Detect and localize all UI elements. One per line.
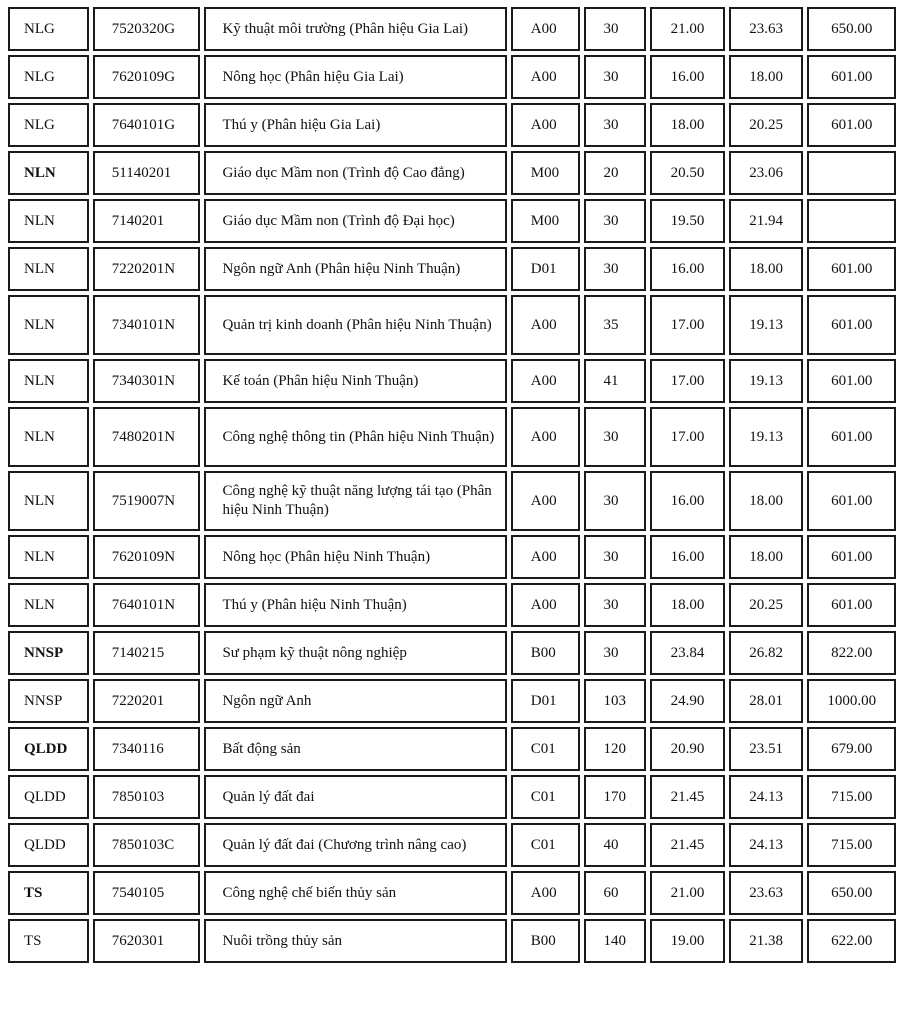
school-code-cell: NLN xyxy=(8,151,89,195)
score-30-cell: 23.84 xyxy=(650,631,725,675)
major-name-cell: Thú y (Phân hiệu Gia Lai) xyxy=(204,103,506,147)
score-30-cell: 21.00 xyxy=(650,7,725,51)
major-name-cell: Công nghệ kỹ thuật năng lượng tái tạo (Phân hiệu Ninh Thuận) xyxy=(204,471,506,531)
school-code-cell: NLN xyxy=(8,199,89,243)
score-30-cell: 18.00 xyxy=(650,103,725,147)
table-row xyxy=(8,823,896,867)
score-30-cell: 21.00 xyxy=(650,871,725,915)
score-competency-cell: 650.00 xyxy=(807,871,896,915)
subject-block-cell: D01 xyxy=(511,247,580,291)
score-30-cell: 21.45 xyxy=(650,823,725,867)
score-competency-cell: 601.00 xyxy=(807,55,896,99)
score-30-cell: 16.00 xyxy=(650,535,725,579)
major-code-cell: 7140201 xyxy=(93,199,201,243)
score-converted-cell: 18.00 xyxy=(729,55,804,99)
subject-block-cell: A00 xyxy=(511,295,580,355)
score-converted-cell: 19.13 xyxy=(729,359,804,403)
subject-block-cell: B00 xyxy=(511,631,580,675)
table-row xyxy=(8,631,896,675)
score-converted-cell: 19.13 xyxy=(729,295,804,355)
score-converted-cell: 21.94 xyxy=(729,199,804,243)
major-code-cell: 7850103C xyxy=(93,823,201,867)
quota-cell: 40 xyxy=(584,823,647,867)
score-competency-cell: 601.00 xyxy=(807,295,896,355)
major-code-cell: 7620301 xyxy=(93,919,201,963)
school-code-cell: TS xyxy=(8,871,89,915)
major-name-cell: Quản lý đất đai (Chương trình nâng cao) xyxy=(204,823,506,867)
score-30-cell: 17.00 xyxy=(650,359,725,403)
school-code-cell: TS xyxy=(8,919,89,963)
subject-block-cell: A00 xyxy=(511,535,580,579)
score-converted-cell: 26.82 xyxy=(729,631,804,675)
score-converted-cell: 23.63 xyxy=(729,7,804,51)
major-name-cell: Bất động sản xyxy=(204,727,506,771)
score-30-cell: 19.50 xyxy=(650,199,725,243)
major-name-cell: Quản trị kinh doanh (Phân hiệu Ninh Thuận) xyxy=(204,295,506,355)
subject-block-cell: C01 xyxy=(511,775,580,819)
major-code-cell: 7340101N xyxy=(93,295,201,355)
quota-cell: 30 xyxy=(584,471,647,531)
subject-block-cell: M00 xyxy=(511,151,580,195)
score-30-cell: 20.50 xyxy=(650,151,725,195)
school-code-cell: NNSP xyxy=(8,631,89,675)
score-competency-cell: 601.00 xyxy=(807,247,896,291)
quota-cell: 30 xyxy=(584,631,647,675)
table-row xyxy=(8,199,896,243)
score-competency-cell: 622.00 xyxy=(807,919,896,963)
score-competency-cell xyxy=(807,199,896,243)
table-row xyxy=(8,775,896,819)
quota-cell: 30 xyxy=(584,7,647,51)
quota-cell: 30 xyxy=(584,247,647,291)
table-row xyxy=(8,103,896,147)
admission-scores-table xyxy=(4,3,900,967)
score-converted-cell: 23.06 xyxy=(729,151,804,195)
table-row xyxy=(8,55,896,99)
major-name-cell: Giáo dục Mầm non (Trình độ Cao đẳng) xyxy=(204,151,506,195)
major-name-cell: Kỹ thuật môi trường (Phân hiệu Gia Lai) xyxy=(204,7,506,51)
school-code-cell: NLG xyxy=(8,7,89,51)
major-code-cell: 7220201N xyxy=(93,247,201,291)
score-converted-cell: 20.25 xyxy=(729,583,804,627)
score-competency-cell: 601.00 xyxy=(807,407,896,467)
table-row xyxy=(8,919,896,963)
quota-cell: 30 xyxy=(584,103,647,147)
score-competency-cell: 1000.00 xyxy=(807,679,896,723)
table-row xyxy=(8,471,896,531)
quota-cell: 35 xyxy=(584,295,647,355)
score-converted-cell: 21.38 xyxy=(729,919,804,963)
table-row xyxy=(8,295,896,355)
score-competency-cell: 650.00 xyxy=(807,7,896,51)
quota-cell: 30 xyxy=(584,55,647,99)
quota-cell: 120 xyxy=(584,727,647,771)
score-converted-cell: 18.00 xyxy=(729,471,804,531)
score-30-cell: 21.45 xyxy=(650,775,725,819)
quota-cell: 30 xyxy=(584,535,647,579)
table-row xyxy=(8,583,896,627)
major-name-cell: Công nghệ thông tin (Phân hiệu Ninh Thuận) xyxy=(204,407,506,467)
score-competency-cell: 822.00 xyxy=(807,631,896,675)
major-code-cell: 7640101G xyxy=(93,103,201,147)
quota-cell: 20 xyxy=(584,151,647,195)
school-code-cell: QLDD xyxy=(8,775,89,819)
subject-block-cell: A00 xyxy=(511,7,580,51)
major-code-cell: 7220201 xyxy=(93,679,201,723)
table-row xyxy=(8,727,896,771)
score-30-cell: 17.00 xyxy=(650,407,725,467)
table-row xyxy=(8,359,896,403)
major-code-cell: 7540105 xyxy=(93,871,201,915)
major-name-cell: Nuôi trồng thủy sản xyxy=(204,919,506,963)
quota-cell: 30 xyxy=(584,199,647,243)
score-converted-cell: 19.13 xyxy=(729,407,804,467)
subject-block-cell: A00 xyxy=(511,359,580,403)
school-code-cell: NLG xyxy=(8,103,89,147)
score-converted-cell: 24.13 xyxy=(729,775,804,819)
score-30-cell: 20.90 xyxy=(650,727,725,771)
quota-cell: 140 xyxy=(584,919,647,963)
subject-block-cell: A00 xyxy=(511,471,580,531)
major-name-cell: Nông học (Phân hiệu Ninh Thuận) xyxy=(204,535,506,579)
table-row xyxy=(8,7,896,51)
score-30-cell: 16.00 xyxy=(650,471,725,531)
subject-block-cell: D01 xyxy=(511,679,580,723)
major-name-cell: Thú y (Phân hiệu Ninh Thuận) xyxy=(204,583,506,627)
major-code-cell: 7340301N xyxy=(93,359,201,403)
score-competency-cell: 601.00 xyxy=(807,535,896,579)
major-code-cell: 7140215 xyxy=(93,631,201,675)
score-30-cell: 17.00 xyxy=(650,295,725,355)
quota-cell: 103 xyxy=(584,679,647,723)
major-code-cell: 7340116 xyxy=(93,727,201,771)
major-name-cell: Ngôn ngữ Anh xyxy=(204,679,506,723)
subject-block-cell: A00 xyxy=(511,407,580,467)
major-name-cell: Quản lý đất đai xyxy=(204,775,506,819)
school-code-cell: NNSP xyxy=(8,679,89,723)
major-name-cell: Công nghệ chế biến thủy sản xyxy=(204,871,506,915)
subject-block-cell: A00 xyxy=(511,55,580,99)
school-code-cell: NLN xyxy=(8,535,89,579)
score-competency-cell: 679.00 xyxy=(807,727,896,771)
score-30-cell: 19.00 xyxy=(650,919,725,963)
score-competency-cell: 601.00 xyxy=(807,471,896,531)
subject-block-cell: M00 xyxy=(511,199,580,243)
score-converted-cell: 28.01 xyxy=(729,679,804,723)
score-converted-cell: 23.51 xyxy=(729,727,804,771)
major-code-cell: 7519007N xyxy=(93,471,201,531)
score-converted-cell: 23.63 xyxy=(729,871,804,915)
score-30-cell: 16.00 xyxy=(650,247,725,291)
table-row xyxy=(8,247,896,291)
school-code-cell: NLN xyxy=(8,407,89,467)
major-code-cell: 7640101N xyxy=(93,583,201,627)
school-code-cell: QLDD xyxy=(8,823,89,867)
school-code-cell: NLN xyxy=(8,247,89,291)
table-row xyxy=(8,407,896,467)
major-name-cell: Giáo dục Mầm non (Trình độ Đại học) xyxy=(204,199,506,243)
major-name-cell: Nông học (Phân hiệu Gia Lai) xyxy=(204,55,506,99)
table-body xyxy=(8,7,896,963)
score-30-cell: 18.00 xyxy=(650,583,725,627)
school-code-cell: NLN xyxy=(8,471,89,531)
school-code-cell: QLDD xyxy=(8,727,89,771)
subject-block-cell: B00 xyxy=(511,919,580,963)
quota-cell: 60 xyxy=(584,871,647,915)
major-code-cell: 7480201N xyxy=(93,407,201,467)
subject-block-cell: C01 xyxy=(511,823,580,867)
major-code-cell: 51140201 xyxy=(93,151,201,195)
score-competency-cell xyxy=(807,151,896,195)
major-name-cell: Kế toán (Phân hiệu Ninh Thuận) xyxy=(204,359,506,403)
score-competency-cell: 601.00 xyxy=(807,103,896,147)
major-code-cell: 7620109N xyxy=(93,535,201,579)
score-competency-cell: 715.00 xyxy=(807,823,896,867)
major-name-cell: Sư phạm kỹ thuật nông nghiệp xyxy=(204,631,506,675)
score-30-cell: 16.00 xyxy=(650,55,725,99)
major-code-cell: 7850103 xyxy=(93,775,201,819)
major-code-cell: 7620109G xyxy=(93,55,201,99)
quota-cell: 30 xyxy=(584,407,647,467)
score-converted-cell: 18.00 xyxy=(729,535,804,579)
quota-cell: 170 xyxy=(584,775,647,819)
school-code-cell: NLN xyxy=(8,295,89,355)
quota-cell: 30 xyxy=(584,583,647,627)
school-code-cell: NLN xyxy=(8,359,89,403)
school-code-cell: NLN xyxy=(8,583,89,627)
score-competency-cell: 601.00 xyxy=(807,583,896,627)
major-name-cell: Ngôn ngữ Anh (Phân hiệu Ninh Thuận) xyxy=(204,247,506,291)
subject-block-cell: A00 xyxy=(511,871,580,915)
school-code-cell: NLG xyxy=(8,55,89,99)
subject-block-cell: A00 xyxy=(511,583,580,627)
table-row xyxy=(8,871,896,915)
score-30-cell: 24.90 xyxy=(650,679,725,723)
table-row xyxy=(8,679,896,723)
score-converted-cell: 18.00 xyxy=(729,247,804,291)
table-row xyxy=(8,151,896,195)
quota-cell: 41 xyxy=(584,359,647,403)
score-competency-cell: 715.00 xyxy=(807,775,896,819)
score-converted-cell: 24.13 xyxy=(729,823,804,867)
major-code-cell: 7520320G xyxy=(93,7,201,51)
subject-block-cell: C01 xyxy=(511,727,580,771)
score-converted-cell: 20.25 xyxy=(729,103,804,147)
subject-block-cell: A00 xyxy=(511,103,580,147)
table-row xyxy=(8,535,896,579)
score-competency-cell: 601.00 xyxy=(807,359,896,403)
